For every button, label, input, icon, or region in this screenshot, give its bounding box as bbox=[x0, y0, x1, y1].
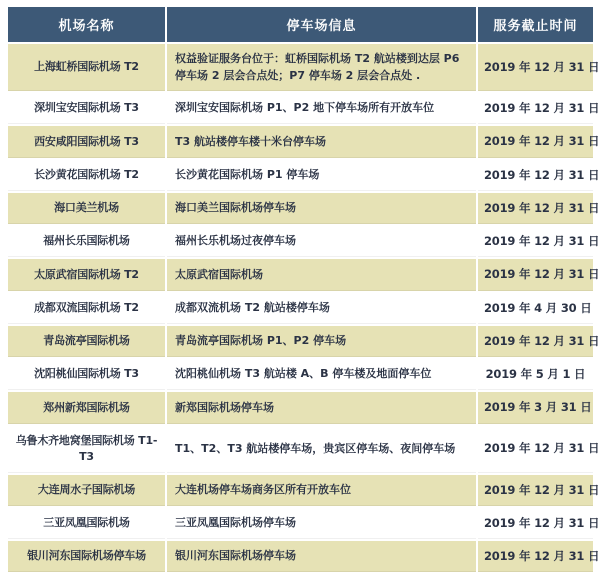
airport-parking-table bbox=[8, 5, 600, 574]
airport-name-cell: 西安咸阳国际机场 T3 bbox=[8, 126, 165, 157]
column-header-parking-info: 停车场信息 bbox=[165, 7, 476, 42]
table-row bbox=[8, 426, 593, 473]
parking-info-cell: 长沙黄花国际机场 P1 停车场 bbox=[165, 160, 476, 191]
deadline-cell: 2019 年 12 月 31 日 bbox=[476, 44, 593, 91]
airport-name-cell: 乌鲁木齐地窝堡国际机场 T1-T3 bbox=[8, 426, 165, 473]
table-row bbox=[8, 475, 593, 506]
airport-name-cell: 沈阳桃仙国际机场 T3 bbox=[8, 359, 165, 390]
airport-name-cell: 三亚凤凰国际机场 bbox=[8, 508, 165, 539]
table-row bbox=[8, 259, 593, 290]
airport-name-cell: 长沙黄花国际机场 T2 bbox=[8, 160, 165, 191]
airport-name-cell: 大连周水子国际机场 bbox=[8, 475, 165, 506]
table-row bbox=[8, 160, 593, 191]
table-row bbox=[8, 508, 593, 539]
deadline-cell: 2019 年 3 月 31 日 bbox=[476, 392, 593, 423]
deadline-cell: 2019 年 5 月 1 日 bbox=[476, 359, 593, 390]
deadline-cell: 2019 年 12 月 31 日 bbox=[476, 259, 593, 290]
deadline-cell: 2019 年 12 月 31 日 bbox=[476, 160, 593, 191]
airport-name-cell: 太原武宿国际机场 T2 bbox=[8, 259, 165, 290]
table-row bbox=[8, 193, 593, 224]
deadline-cell: 2019 年 12 月 31 日 bbox=[476, 326, 593, 357]
airport-name-cell: 成都双流国际机场 T2 bbox=[8, 293, 165, 324]
deadline-cell: 2019 年 12 月 31 日 bbox=[476, 541, 593, 572]
table-header-row bbox=[8, 7, 593, 42]
parking-info-cell: 银川河东国际机场停车场 bbox=[165, 541, 476, 572]
airport-name-cell: 海口美兰机场 bbox=[8, 193, 165, 224]
table-row bbox=[8, 293, 593, 324]
deadline-cell: 2019 年 4 月 30 日 bbox=[476, 293, 593, 324]
deadline-cell: 2019 年 12 月 31 日 bbox=[476, 508, 593, 539]
deadline-cell: 2019 年 12 月 31 日 bbox=[476, 93, 593, 124]
table-row bbox=[8, 126, 593, 157]
table-row bbox=[8, 226, 593, 257]
parking-info-cell: 青岛流亭国际机场 P1、P2 停车场 bbox=[165, 326, 476, 357]
airport-name-cell: 郑州新郑国际机场 bbox=[8, 392, 165, 423]
deadline-cell: 2019 年 12 月 31 日 bbox=[476, 426, 593, 473]
parking-info-cell: 三亚凤凰国际机场停车场 bbox=[165, 508, 476, 539]
parking-info-cell: 海口美兰国际机场停车场 bbox=[165, 193, 476, 224]
parking-info-cell: 成都双流机场 T2 航站楼停车场 bbox=[165, 293, 476, 324]
airport-name-cell: 福州长乐国际机场 bbox=[8, 226, 165, 257]
table-body bbox=[8, 44, 600, 572]
table-row bbox=[8, 44, 593, 91]
parking-info-cell: 太原武宿国际机场 bbox=[165, 259, 476, 290]
deadline-cell: 2019 年 12 月 31 日 bbox=[476, 475, 593, 506]
parking-info-cell: T3 航站楼停车楼十米台停车场 bbox=[165, 126, 476, 157]
parking-info-cell: 福州长乐机场过夜停车场 bbox=[165, 226, 476, 257]
table-row bbox=[8, 326, 593, 357]
column-header-service-deadline: 服务截止时间 bbox=[476, 7, 593, 42]
parking-info-cell: 新郑国际机场停车场 bbox=[165, 392, 476, 423]
parking-info-cell: 大连机场停车场商务区所有开放车位 bbox=[165, 475, 476, 506]
parking-info-cell: 深圳宝安国际机场 P1、P2 地下停车场所有开放车位 bbox=[165, 93, 476, 124]
airport-name-cell: 银川河东国际机场停车场 bbox=[8, 541, 165, 572]
parking-info-cell: 权益验证服务台位于：虹桥国际机场 T2 航站楼到达层 P6 停车场 2 层会合点处；P7 停车场 2 层会合点处 . bbox=[165, 44, 476, 91]
deadline-cell: 2019 年 12 月 31 日 bbox=[476, 226, 593, 257]
parking-info-cell: T1、T2、T3 航站楼停车场，贵宾区停车场、夜间停车场 bbox=[165, 426, 476, 473]
airport-name-cell: 深圳宝安国际机场 T3 bbox=[8, 93, 165, 124]
table-row bbox=[8, 541, 593, 572]
airport-name-cell: 青岛流亭国际机场 bbox=[8, 326, 165, 357]
deadline-cell: 2019 年 12 月 31 日 bbox=[476, 193, 593, 224]
table-row bbox=[8, 359, 593, 390]
deadline-cell: 2019 年 12 月 31 日 bbox=[476, 126, 593, 157]
column-header-airport-name: 机场名称 bbox=[8, 7, 165, 42]
table-row bbox=[8, 93, 593, 124]
airport-name-cell: 上海虹桥国际机场 T2 bbox=[8, 44, 165, 91]
parking-info-cell: 沈阳桃仙机场 T3 航站楼 A、B 停车楼及地面停车位 bbox=[165, 359, 476, 390]
table-row bbox=[8, 392, 593, 423]
